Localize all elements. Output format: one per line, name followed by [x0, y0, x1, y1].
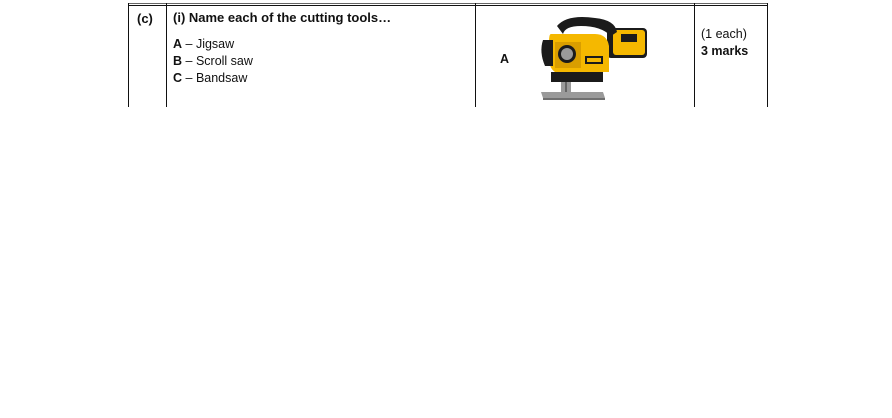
answer-separator: –	[182, 71, 196, 85]
tool-image-letter: A	[500, 52, 510, 66]
marks-cell	[701, 26, 748, 60]
answer-letter: B	[173, 54, 183, 68]
column-divider-5	[767, 3, 768, 107]
column-divider-3	[475, 3, 476, 107]
column-divider-4	[694, 3, 695, 107]
answer-item	[173, 36, 253, 53]
answer-tool: Bandsaw	[195, 71, 248, 85]
answer-letter: C	[173, 71, 183, 85]
question-part-label: (c)	[137, 11, 153, 26]
question-prompt: (i) Name each of the cutting tools…	[173, 10, 392, 25]
table-top-border	[128, 5, 768, 6]
marks-total: 3 marks	[701, 44, 749, 58]
marks-per-item: (1 each)	[701, 27, 747, 41]
answer-list	[173, 36, 253, 87]
answer-separator: –	[182, 37, 196, 51]
answer-tool: Jigsaw	[195, 37, 235, 51]
column-divider-2	[166, 3, 167, 107]
answer-item	[173, 70, 253, 87]
answer-separator: –	[182, 54, 196, 68]
cordless-jigsaw-image	[537, 12, 655, 106]
answer-letter: A	[173, 37, 183, 51]
answer-item	[173, 53, 253, 70]
answer-tool: Scroll saw	[195, 54, 253, 68]
table-top-border-ticks	[128, 3, 768, 4]
column-divider-1	[128, 3, 129, 107]
